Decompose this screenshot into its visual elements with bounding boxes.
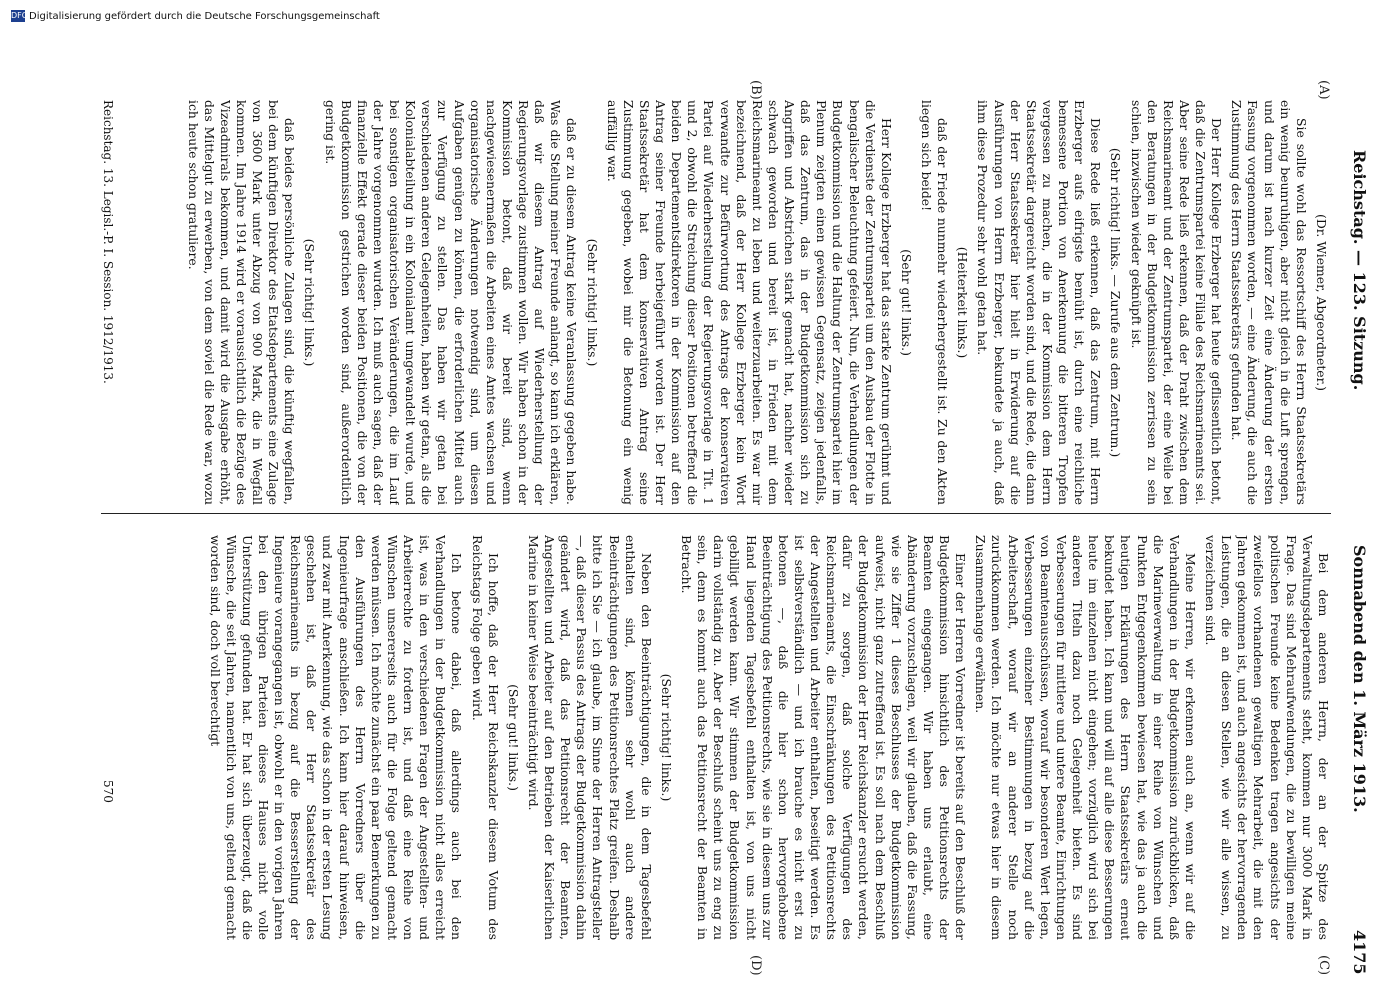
paragraph: Ich hoffe, daß der Herr Reichskanzler diesem Votum des Reichstags Folge geben wird. [469, 535, 501, 940]
paragraph: Neben den Beeinträchtigungen, die in dem Tagesbefehl enthalten sind, können sehr wohl auch andere Beeinträchtigungen des Petitionsrechtes Platz greifen. Deshalb bitte ich Sie — ich glaube, im Sinne der Herren Antragsteller —, daß dieser Passus des Antrags der Budgetkommission dahin geändert wird, daß das Petitionsrecht der Beamten, Angestellten und Arbeiter auf den Betrieben der Kaiserlichen Marine in keiner Weise beeinträchtigt wird. [526, 535, 654, 940]
paragraph: Meine Herren, wir erkennen auch an, wenn wir auf die Verhandlungen in der Budgetkommission zurückblicken, daß die Marineverwaltung in einer Reihe von Wünschen und Punkten Entgegenkommen bewiesen hat, wie das ja auch die heutigen Erklärungen des Herrn Staatssekretärs erneut bekundet haben. Ich kann und will auf alle diese Besserungen heute im einzelnen nicht eingehen; vorzüglich wird sich bei anderen Titeln dazu noch Gelegenheit bieten. Es sind Verbesserungen für mittlere und untere Beamte, Einrichtungen von Beamtenausschüssen, worauf wir besonderen Wert legen, Verbesserungen einzelner Bestimmungen in bezug auf die Arbeiterschaft, worauf wir an anderer Stelle noch zurückkommen werden. Ich möchte nur etwas hier in diesem Zusammenhange erwähnen. [973, 535, 1198, 940]
margin-letter-d: (D) [748, 955, 763, 976]
credit-text: Digitalisierung gefördert durch die Deutsche Forschungsgemeinschaft [29, 11, 380, 22]
page-number: 4175 [1350, 930, 1369, 975]
digitization-credit [11, 10, 380, 22]
paragraph: Sie sollte wohl das Ressortschiff des Herrn Staatssekretärs ein wenig beunruhigen, aber nicht gleich in die Luft sprengen, und darum ist nach kurzer Zeit eine Änderung der ersten Fassung vorgenommen worden, — eine Änderung, die auch die Zustimmung des Herrn Staatssekretärs gefunden hat. [1229, 100, 1309, 505]
paragraph: Bei dem anderen Herrn, der an der Spitze des Verwaltungsdepartements steht, kommen nur 3000 Mark in Frage. Das sind Mehraufwendungen, die zu bewilligen meine politischen Freunde keine Bedenken tragen angesichts der zweifellos vorhandenen gewaltigen Mehrarbeit, die mit den Jahren gekommen ist, und auch angesichts der hervorragenden Leistungen, die an diesen Stellen, wie wir alle wissen, zu verzeichnen sind. [1203, 535, 1331, 940]
margin-letter-a: (A) [1316, 80, 1331, 100]
running-header [1341, 0, 1369, 1000]
interjection: (Sehr richtig! links.) [659, 673, 674, 802]
left-text-column [101, 100, 1331, 505]
interjection: (Sehr gut! links.) [899, 249, 914, 356]
session-footer: Reichstag. 13. Legisl.-P. I. Session. 1912/1913. [101, 100, 115, 384]
header-left: Reichstag. — 123. Sitzung. [1350, 150, 1369, 391]
margin-letter-b: (B) [748, 80, 763, 100]
paragraph: Herr Kollege Erzberger hat das starke Zentrum gerühmt und die Verdienste der Zentrumspartei um den Ausbau der Flotte in bengalischer Beleuchtung gefeiert. Nun, die Verhandlungen der Budgetkommission und die Haltung der Zentrumspartei hier im Plenum zeigten einen gewissen Gegensatz, zeigen jedenfalls, daß das Zentrum, das in der Budgetkommission sich zu Angriffen und Abstrichen stark gemacht hat, nachher wieder schwach geworden und bereit ist, in Frieden mit dem Reichsmarineamt zu leben und weiterzuarbeiten. Es war mir bezeichnend, daß der Herr Kollege Erzberger kein Wort verwandte zur Befürwortung des Antrags der konservativen Partei auf Wiederherstellung der Regierungsvorlage in Tit. 1 und 2, obwohl die Streichung dieser Positionen betreffend die beiden Departementsdirektoren in der Kommission auf den Antrag seiner Freunde herbeigeführt worden ist. Der Herr Staatssekretär hat dem konservativen Antrag seine Zustimmung gegeben, wobei mir die Betonung ein wenig auffällig war. [604, 100, 894, 505]
paragraph: Einer der Herren Vorredner ist bereits auf den Beschluß der Budgetkommission hinsichtlich des Petitionsrechts der Beamten eingegangen. Wir haben uns erlaubt, eine Abänderung vorzuschlagen, weil wir glauben, daß die Fassung, wie sie Ziffer 1 dieses Beschlusses der Budgetkommission aufweist, nicht ganz zutreffend ist. Es soll nach dem Beschluß der Budgetkommission der Herr Reichskanzler ersucht werden, dafür zu sorgen, daß solche Verfügungen des Reichsmarineamts, die Einschränkungen des Petitionsrechts der Angestellten und Arbeiter enthalten, beseitigt werden. Es ist selbstverständlich — und ich brauche es nicht erst zu betonen —, daß die hier schon hervorgehobene Beeinträchtigung des Petitionsrechts, wie sie in diesem uns zur Hand liegenden Tagesbefehl enthalten ist, von uns nicht gebilligt werden kann. Wir stimmen der Budgetkommission darin vollständig zu. Aber der Beschluß scheint uns zu eng zu sein, denn es kommt auch das Petitionsrecht der Beamten in Betracht. [679, 535, 969, 940]
column-divider [101, 513, 1331, 514]
interjection: (Sehr richtig! links.) [302, 238, 318, 367]
paragraph: Diese Rede ließ erkennen, daß das Zentrum, mit Herrn Erzberger aufs eifrigste bemüht ist, durch eine reichliche bemessene Portion von Anerkennung die bitteren Tropfen vergessen zu machen, die in der Kommission dem Herrn Staatssekretär dargereicht worden sind, und die Rede, die dann der Herr Staatssekretär hier hielt in Erwiderung auf die Ausführungen von Herrn Erzberger, bekundete ja auch, daß ihm diese Prozedur sehr wohl getan hat. [975, 100, 1104, 505]
interjection: (Sehr richtig! links.) [584, 238, 600, 367]
interjection: (Heiterkeit links.) [955, 246, 971, 359]
right-text-column [101, 535, 1331, 940]
paragraph: daß der Friede nunmehr wiederhergestellt ist. Zu den Akten liegen sich beide! [919, 100, 951, 505]
header-right: Sonnabend den 1. März 1913. [1350, 545, 1369, 813]
footer-sheet-number: 570 [101, 780, 115, 803]
paragraph: daß er zu diesem Antrag keine Veranlassung gegeben habe. Was die Stellung meiner Freunde anlangt, so kann ich erklären, daß wir diesem Antrag auf Wiederherstellung der Regierungsvorlage zustimmen wollen. Wir haben schon in der Kommission betont, daß wir bereit sind, wenn nachgewiesenermaßen die Arbeiten eines Amtes wachsen und organisatorische Änderungen notwendig sind, um diesen Aufgaben genügen zu können, die erforderlichen Mittel auch zur Verfügung zu stellen. Das haben wir getan bei verschiedenen anderen Gelegenheiten, haben wir getan, als die Kolonialabteilung in ein Kolonialamt umgewandelt wurde, und bei sonstigen organisatorischen Veränderungen, die im Lauf der Jahre vorgenommen wurden. Ich muß auch sagen, daß der finanzielle Effekt gerade dieser beiden Positionen, die von der Budgetkommission gestrichen worden sind, außerordentlich gering ist. [322, 100, 580, 505]
margin-letter-c: (C) [1316, 955, 1331, 976]
paragraph: daß beides persönliche Zulagen sind, die künftig wegfallen, bei dem künftigen Direktor des Etatsdepartements eine Zulage von 3600 Mark unter Abzug von 900 Mark, die in Wegfall kommen. Im Jahre 1914 wird er voraussichtlich die Bezüge des Vizeadmirals bekommen, und damit wird die Ausgabe erhöht, das Mittelgut zu erwerben, von dem soviel die Rede war, wozu ich heute schon gratuliere. [185, 100, 298, 505]
paragraph: Der Herr Kollege Erzberger hat heute geflissentlich betont, daß die Zentrumspartei keine Filiale des Reichsmarineamts sei. Aber seine Rede ließ erkennen, daß der Draht zwischen dem Reichsmarineamt und der Zentrumspartei, der eine Weile bei den Beratungen in der Budgetkommission zerrissen zu sein schien, inzwischen wieder geknüpft ist. [1128, 100, 1225, 505]
paragraph: Ich betone dabei, daß allerdings auch bei den Verhandlungen in der Budgetkommission nicht alles erreicht ist, was in den verschiedenen Fragen der Angestellten- und Arbeiterrechte zu fordern ist, und daß eine Reihe von Wünschen unsererseits auch für die Folge geltend gemacht werden müssen. Ich möchte zunächst ein paar Bemerkungen zu den Ausführungen des Herrn Vorredners über die Ingenieurfrage anschließen. Ich kann hier darauf hinweisen, und zwar mit Anerkennung, wie das schon in der ersten Lesung geschehen ist, daß der Herr Staatssekretär des Reichsmarineamts in bezug auf die Besserstellung der Ingenieure vorangegangen ist, obwohl er in den vorigen Jahren bei den übrigen Parteien dieses Hauses nicht volle Unterstützung gefunden hat. Er hat sich überzeugt, daß die Wünsche, die seit Jahren, namentlich von uns, geltend gemacht worden sind, doch voll berechtigt [207, 535, 465, 940]
interjection: (Sehr richtig! links. — Zurufe aus dem Zentrum.) [1108, 147, 1124, 458]
dfg-logo-icon: DFG [11, 11, 28, 20]
speaker-label: (Dr. Wiemer, Abgeordneter.) [1314, 214, 1329, 391]
interjection: (Sehr gut! links.) [505, 684, 521, 791]
